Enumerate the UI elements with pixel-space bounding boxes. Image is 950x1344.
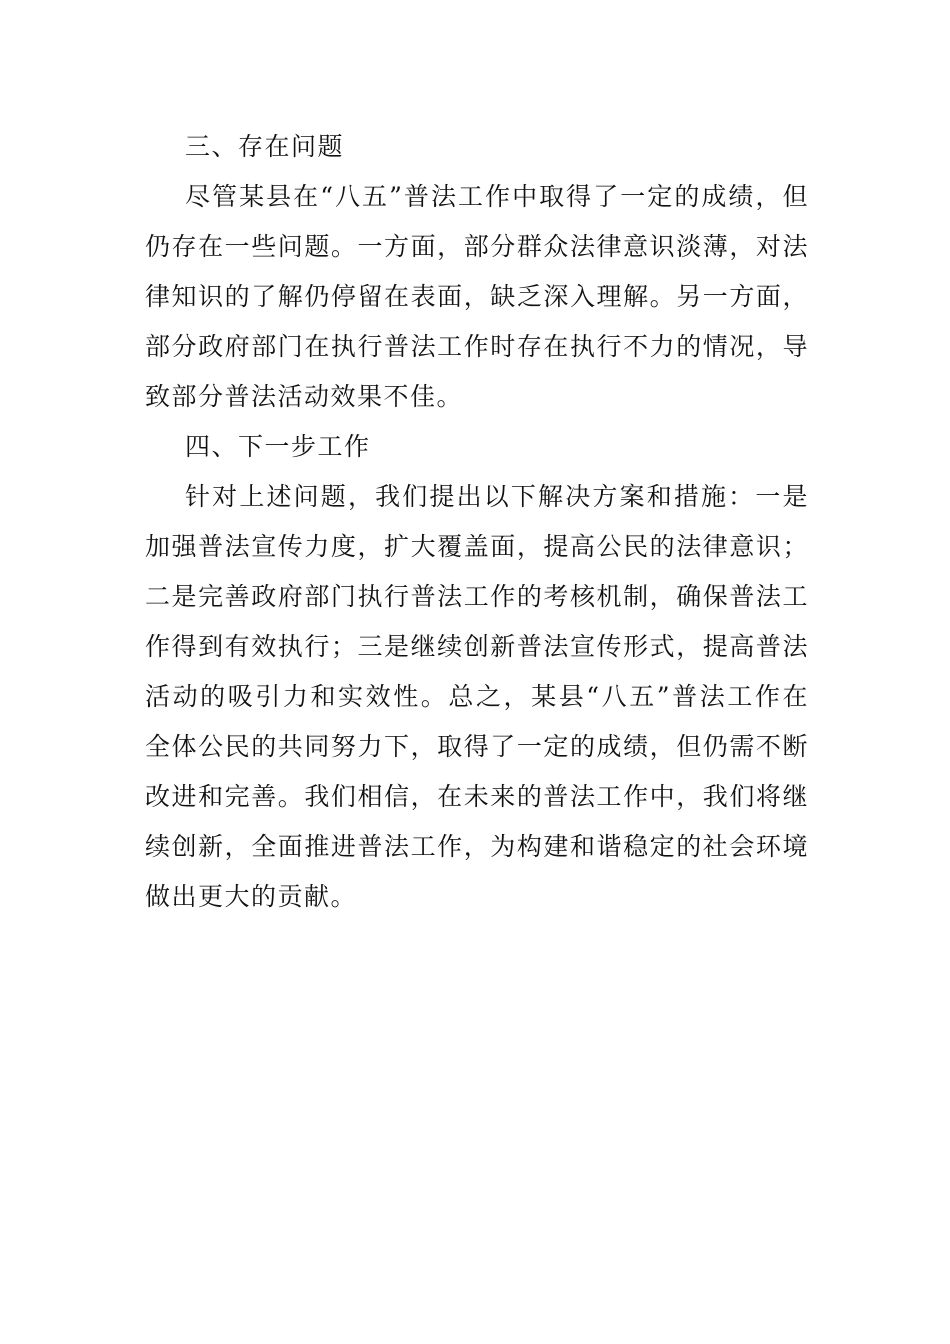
document-page bbox=[145, 122, 809, 922]
section-paragraph-problems: 尽管某县在“八五”普法工作中取得了一定的成绩，但仍存在一些问题。一方面，部分群众法律意识淡薄，对法律知识的了解仍停留在表面，缺乏深入理解。另一方面，部分政府部门在执行普法工作时存在执行不力的情况，导致部分普法活动效果不佳。 bbox=[145, 182, 809, 411]
section-heading-problems: 三、存在问题 bbox=[185, 132, 345, 161]
section-paragraph-next-steps: 针对上述问题，我们提出以下解决方案和措施：一是加强普法宣传力度，扩大覆盖面，提高公民的法律意识；二是完善政府部门执行普法工作的考核机制，确保普法工作得到有效执行；三是继续创新普法宣传形式，提高普法活动的吸引力和实效性。总之，某县“八五”普法工作在全体公民的共同努力下，取得了一定的成绩，但仍需不断改进和完善。我们相信，在未来的普法工作中，我们将继续创新，全面推进普法工作，为构建和谐稳定的社会环境做出更大的贡献。 bbox=[145, 482, 809, 911]
section-heading-next-steps: 四、下一步工作 bbox=[185, 432, 371, 461]
